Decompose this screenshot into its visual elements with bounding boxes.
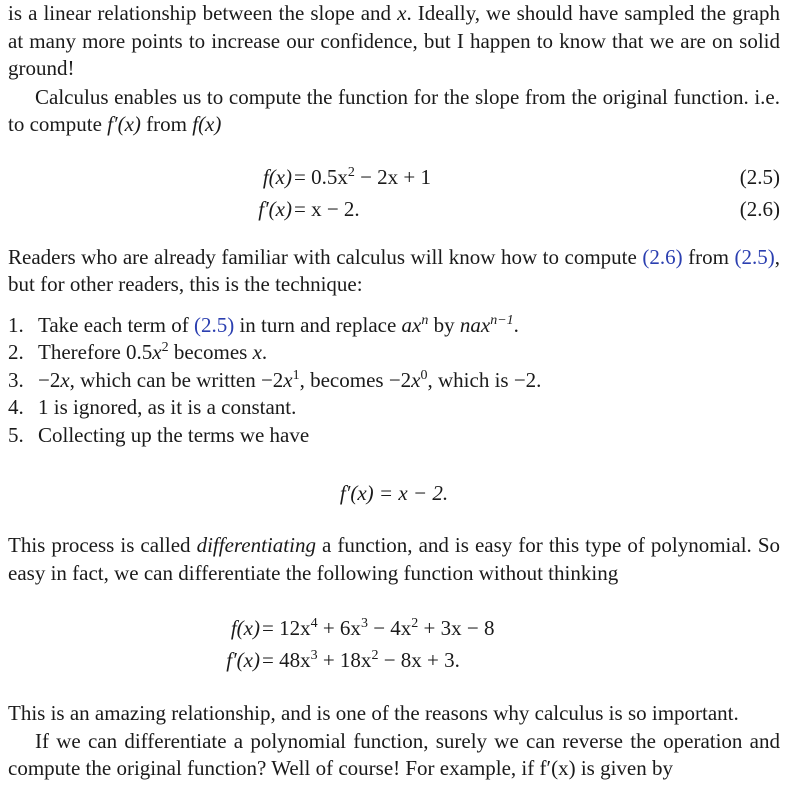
equation-link[interactable]: (2.5): [734, 244, 775, 269]
list-item: 4. 1 is ignored, as it is a constant.: [8, 395, 297, 419]
equation-link[interactable]: (2.5): [193, 312, 235, 337]
equation-polynomial-f: f(x) = $12x^4 + 6x^3 - 4x^2 + 3x - 8$: [230, 616, 495, 640]
list-item: 1. Take each term of (2.5) in turn and replace $ax^n$ by nax$^{n-1}$.: [8, 312, 519, 337]
equation-block-polynomial: [8, 612, 780, 676]
equation-block-2-5-2-6: [8, 161, 780, 225]
equation-link[interactable]: (2.6): [642, 244, 683, 269]
equation-2-5: f(x) = $0.5x^2 - 2x + 1$ (2.5): [8, 161, 780, 193]
equation-number: (2.6): [739, 196, 780, 221]
paragraph-reverse-operation: If we can differentiate a polynomial function, surely we can reverse the operation and compute the original function? Well of course! For example, if f′(x) is given by: [8, 728, 780, 780]
paragraph-calculus-intro: Calculus enables us to compute the function for the slope from the original function. i.e. to compute f′(x) from f(x): [8, 84, 780, 136]
paragraph-differentiating: This process is called differentiating a function, and is easy for this type of polynomial. So easy in fact, we can differentiate the following function without thinking: [8, 533, 780, 585]
equation-2-6: f′(x) = x − 2. (2.6): [8, 193, 780, 225]
equation-number: (2.5): [739, 164, 780, 189]
list-item: 5. Collecting up the terms we have: [8, 422, 310, 447]
list-item: 2. Therefore $0.5x^2$ becomes x.: [8, 340, 268, 364]
equation-polynomial-fprime: f′(x) = $48x^3 + 18x^2 - 8x + 3$.: [226, 648, 460, 672]
technique-steps-list: [8, 312, 780, 450]
equation-derivative-result: f′(x) = x − 2.: [339, 481, 449, 505]
paragraph-linear-relationship: is a linear relationship between the slope and x. Ideally, we should have sampled the graph at many more points to increase our confidence, but I happen to know that we are on solid ground!: [8, 1, 781, 80]
list-item: 3. −2x, which can be written $-2x^1$, becomes $-2x^0$, which is −2.: [8, 367, 542, 392]
document-page: [8, 0, 780, 783]
paragraph-amazing-relationship: This is an amazing relationship, and is one of the reasons why calculus is so important.: [8, 701, 739, 725]
paragraph-readers-familiar: Readers who are already familiar with calculus will know how to compute (2.6) from (2.5), but for other readers, this is the technique:: [8, 244, 780, 296]
